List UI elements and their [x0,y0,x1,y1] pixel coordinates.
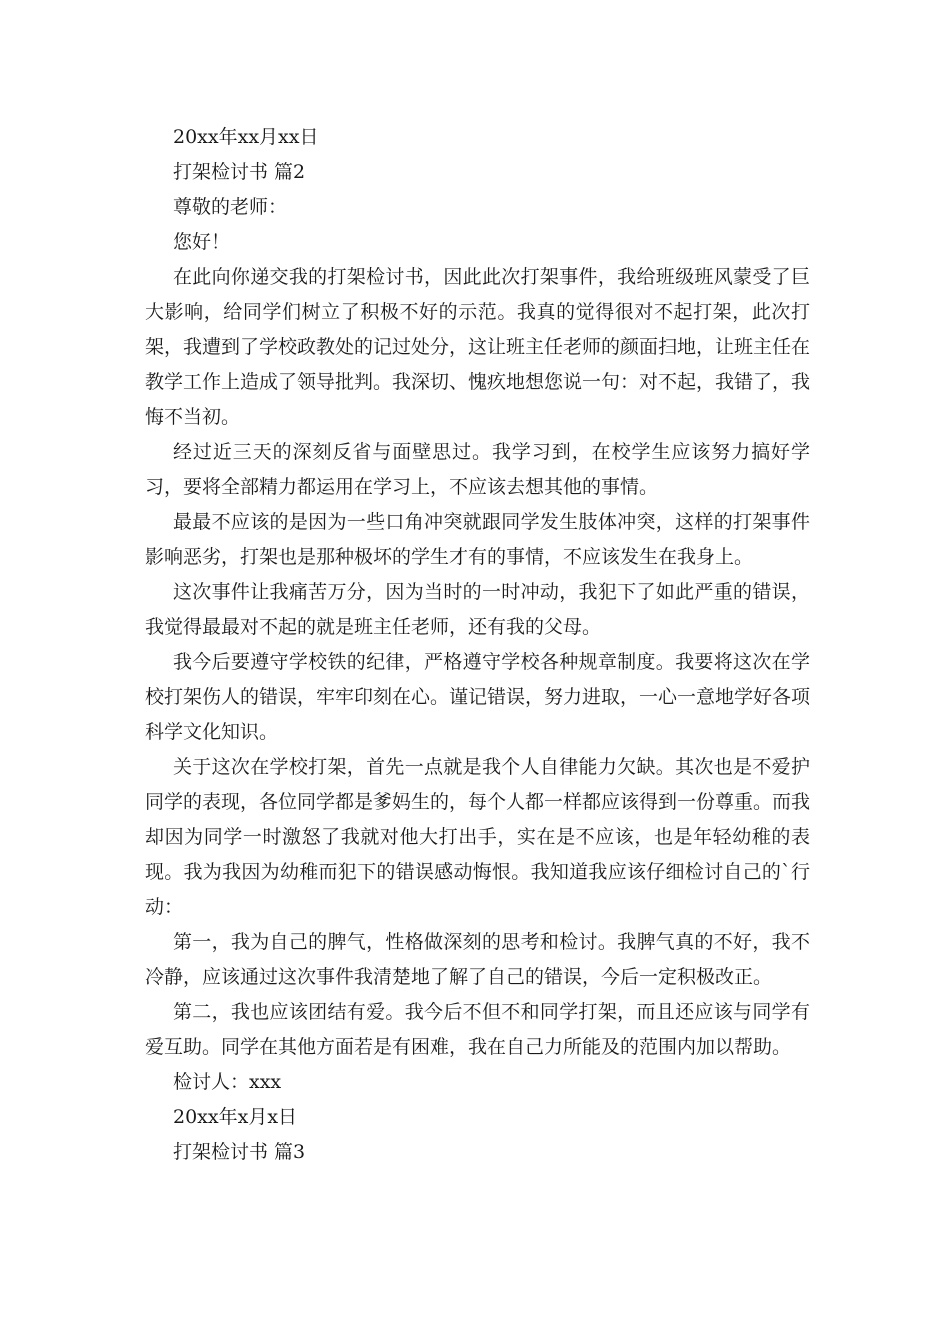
salutation: 尊敬的老师： [173,196,288,218]
document-page [145,120,810,1170]
section-2-title: 打架检讨书 篇2 [173,161,306,183]
date-top: 20xx年xx月xx日 [173,126,319,148]
signature: 检讨人：xxx [173,1071,282,1093]
paragraph-6: 关于这次在学校打架，首先一点就是我个人自律能力欠缺。其次也是不爱护同学的表现，各位同学都是爹妈生的，每个人都一样都应该得到一份尊重。而我却因为同学一时激怒了我就对他大打出手，实在是不应该，也是年轻幼稚的表现。我为我因为幼稚而犯下的错误感动悔恨。我知道我应该仔细检讨自己的`行动： [145,756,811,918]
paragraph-7: 第一，我为自己的脾气，性格做深刻的思考和检讨。我脾气真的不好，我不冷静，应该通过这次事件我清楚地了解了自己的错误，今后一定积极改正。 [145,931,810,988]
greeting: 您好！ [173,231,231,253]
paragraph-5: 我今后要遵守学校铁的纪律，严格遵守学校各种规章制度。我要将这次在学校打架伤人的错误，牢牢印刻在心。谨记错误，努力进取，一心一意地学好各项科学文化知识。 [145,651,811,743]
paragraph-8: 第二，我也应该团结有爱。我今后不但不和同学打架，而且还应该与同学有爱互助。同学在其他方面若是有困难，我在自己力所能及的范围内加以帮助。 [145,1001,810,1058]
paragraph-4: 这次事件让我痛苦万分，因为当时的一时冲动，我犯下了如此严重的错误，我觉得最最对不起的就是班主任老师，还有我的父母。 [145,581,810,638]
paragraph-3: 最最不应该的是因为一些口角冲突就跟同学发生肢体冲突，这样的打架事件影响恶劣，打架也是那种极坏的学生才有的事情，不应该发生在我身上。 [145,511,810,568]
paragraph-1: 在此向你递交我的打架检讨书，因此此次打架事件，我给班级班风蒙受了巨大影响，给同学们树立了积极不好的示范。我真的觉得很对不起打架，此次打架，我遭到了学校政教处的记过处分，这让班主任老师的颜面扫地，让班主任在教学工作上造成了领导批判。我深切、愧疚地想您说一句：对不起，我错了，我悔不当初。 [145,266,811,428]
date-bottom: 20xx年x月x日 [173,1106,298,1128]
paragraph-2: 经过近三天的深刻反省与面壁思过。我学习到，在校学生应该努力搞好学习，要将全部精力都运用在学习上，不应该去想其他的事情。 [145,441,810,498]
section-3-title: 打架检讨书 篇3 [173,1141,306,1163]
